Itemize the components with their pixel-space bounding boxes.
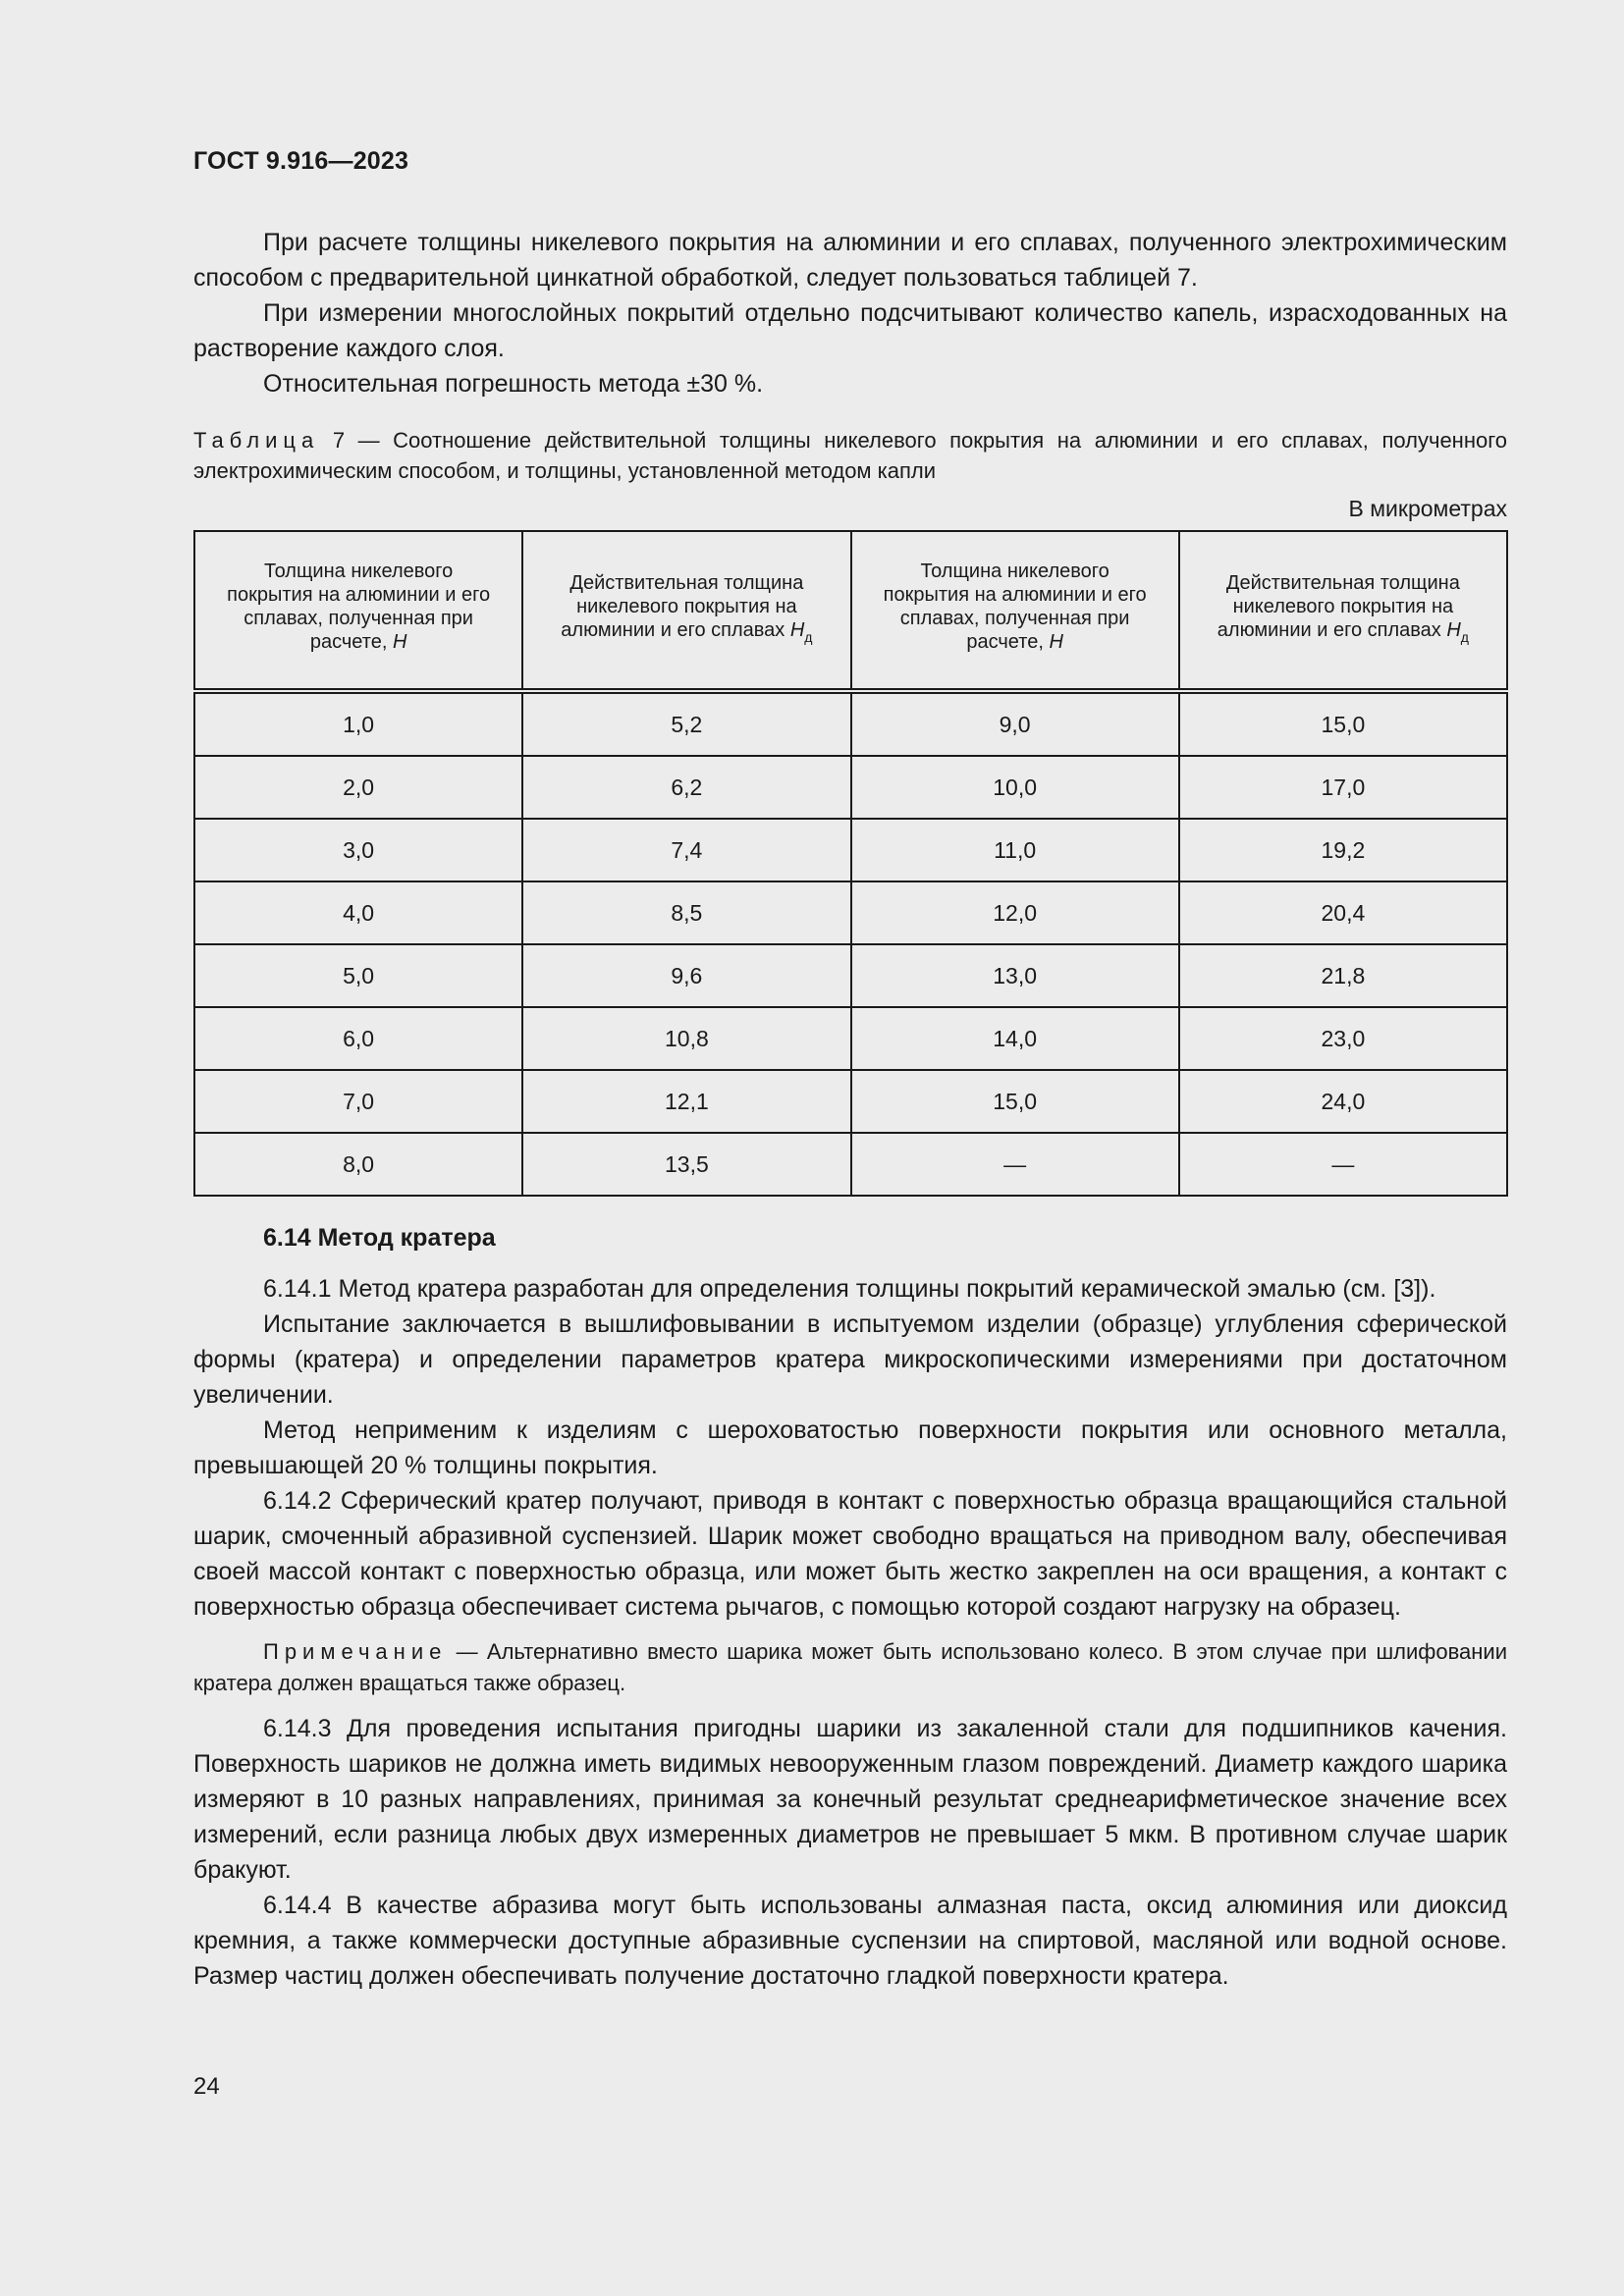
table-cell: 20,4 <box>1179 881 1507 944</box>
thickness-table <box>193 530 1508 1197</box>
table-row <box>194 691 1507 756</box>
note-label: Примечание <box>263 1639 448 1664</box>
table-header-cell: Действительная толщина никелевого покрытия на алюминии и его сплавах $H_д$ <box>1179 531 1507 691</box>
table-cell: 2,0 <box>194 756 522 819</box>
table-row <box>194 1007 1507 1070</box>
table-cell: 24,0 <box>1179 1070 1507 1133</box>
section-paragraph: 6.14.2 Сферический кратер получают, приводя в контакт с поверхностью образца вращающийся стальной шарик, смоченный абразивной суспензией. Шарик может свободно вращаться на приводном валу, обеспечивая своей массой контакт с поверхностью образца, или может быть жестко закреплен на оси вращения, а контакт с поверхностью образца обеспечивает система рычагов, с помощью которой создают нагрузку на образец. <box>193 1487 1507 1621</box>
table-cell: 10,0 <box>851 756 1179 819</box>
note <box>193 1636 1507 1699</box>
section-paragraph: Метод неприменим к изделиям с шероховатостью поверхности покрытия или основного металла, превышающей 20 % толщины покрытия. <box>193 1416 1507 1479</box>
table-cell: 15,0 <box>851 1070 1179 1133</box>
table-cell: 6,0 <box>194 1007 522 1070</box>
table-cell: — <box>1179 1133 1507 1196</box>
table-cell: 5,2 <box>522 691 850 756</box>
table-cell: 3,0 <box>194 819 522 881</box>
table-cell: 11,0 <box>851 819 1179 881</box>
document-page <box>193 137 1507 1994</box>
table-cell: 17,0 <box>1179 756 1507 819</box>
table-cell: 5,0 <box>194 944 522 1007</box>
table-caption-text: 7 — Соотношение действительной толщины никелевого покрытия на алюминии и его сплавах, полученного электрохимическим способом, и толщины, установленной методом капли <box>193 428 1507 483</box>
section-paragraph: 6.14.3 Для проведения испытания пригодны шарики из закаленной стали для подшипников качения. Поверхность шариков не должна иметь видимых невооруженным глазом повреждений. Диаметр каждого шарика измеряют в 10 разных направлениях, принимая за конечный результат среднеарифметическое значение всех измерений, если разница любых двух измеренных диаметров не превышает 5 мкм. В противном случае шарик бракуют. <box>193 1715 1507 1884</box>
table-row <box>194 1070 1507 1133</box>
section-paragraph: 6.14.4 В качестве абразива могут быть использованы алмазная паста, оксид алюминия или диоксид кремния, а также коммерчески доступные абразивные суспензии на спиртовой, масляной или водной основе. Размер частиц должен обеспечивать получение достаточно гладкой поверхности кратера. <box>193 1892 1507 1990</box>
table-cell: 1,0 <box>194 691 522 756</box>
table-cell: 14,0 <box>851 1007 1179 1070</box>
table-cell: 8,5 <box>522 881 850 944</box>
table-cell: 9,6 <box>522 944 850 1007</box>
table-header-cell: Действительная толщина никелевого покрытия на алюминии и его сплавах $H_д$ <box>522 531 850 691</box>
table-cell: 21,8 <box>1179 944 1507 1007</box>
table-cell: 12,1 <box>522 1070 850 1133</box>
table-cell: 4,0 <box>194 881 522 944</box>
table-cell: 15,0 <box>1179 691 1507 756</box>
table-units: В микрометрах <box>1348 496 1507 521</box>
table-row <box>194 819 1507 881</box>
table-header-row <box>194 531 1507 691</box>
table-cell: 7,0 <box>194 1070 522 1133</box>
table-caption-word: Таблица <box>193 428 320 453</box>
table-row <box>194 881 1507 944</box>
page-number: 24 <box>193 2073 220 2100</box>
table-cell: 13,0 <box>851 944 1179 1007</box>
table-cell: 6,2 <box>522 756 850 819</box>
intro-paragraph: Относительная погрешность метода ±30 %. <box>263 370 764 398</box>
section-title: 6.14 Метод кратера <box>263 1224 496 1252</box>
table-cell: 13,5 <box>522 1133 850 1196</box>
table-header-cell: Толщина никелевого покрытия на алюминии и его сплавах, полученная при расчете, H <box>194 531 522 691</box>
table-caption <box>193 425 1507 486</box>
table-cell: — <box>851 1133 1179 1196</box>
table-row <box>194 756 1507 819</box>
table-cell: 10,8 <box>522 1007 850 1070</box>
table-cell: 7,4 <box>522 819 850 881</box>
table-row <box>194 1133 1507 1196</box>
table-cell: 19,2 <box>1179 819 1507 881</box>
table-cell: 9,0 <box>851 691 1179 756</box>
section-paragraph: Испытание заключается в вышлифовывании в испытуемом изделии (образце) углубления сферической формы (кратера) и определении параметров кратера микроскопическими измерениями при достаточном увеличении. <box>193 1310 1507 1409</box>
section-paragraph: 6.14.1 Метод кратера разработан для определения толщины покрытий керамической эмалью (см. [3]). <box>263 1275 1436 1303</box>
table-header-cell: Толщина никелевого покрытия на алюминии и его сплавах, полученная при расчете, H <box>851 531 1179 691</box>
table-cell: 8,0 <box>194 1133 522 1196</box>
table-row <box>194 944 1507 1007</box>
intro-paragraph: При измерении многослойных покрытий отдельно подсчитывают количество капель, израсходованных на растворение каждого слоя. <box>193 299 1507 362</box>
table-cell: 12,0 <box>851 881 1179 944</box>
note-text: — Альтернативно вместо шарика может быть использовано колесо. В этом случае при шлифовании кратера должен вращаться также образец. <box>193 1639 1507 1695</box>
intro-paragraph: При расчете толщины никелевого покрытия на алюминии и его сплавах, полученного электрохимическим способом с предварительной цинкатной обработкой, следует пользоваться таблицей 7. <box>193 229 1507 292</box>
table-cell: 23,0 <box>1179 1007 1507 1070</box>
document-header: ГОСТ 9.916—2023 <box>193 147 409 175</box>
